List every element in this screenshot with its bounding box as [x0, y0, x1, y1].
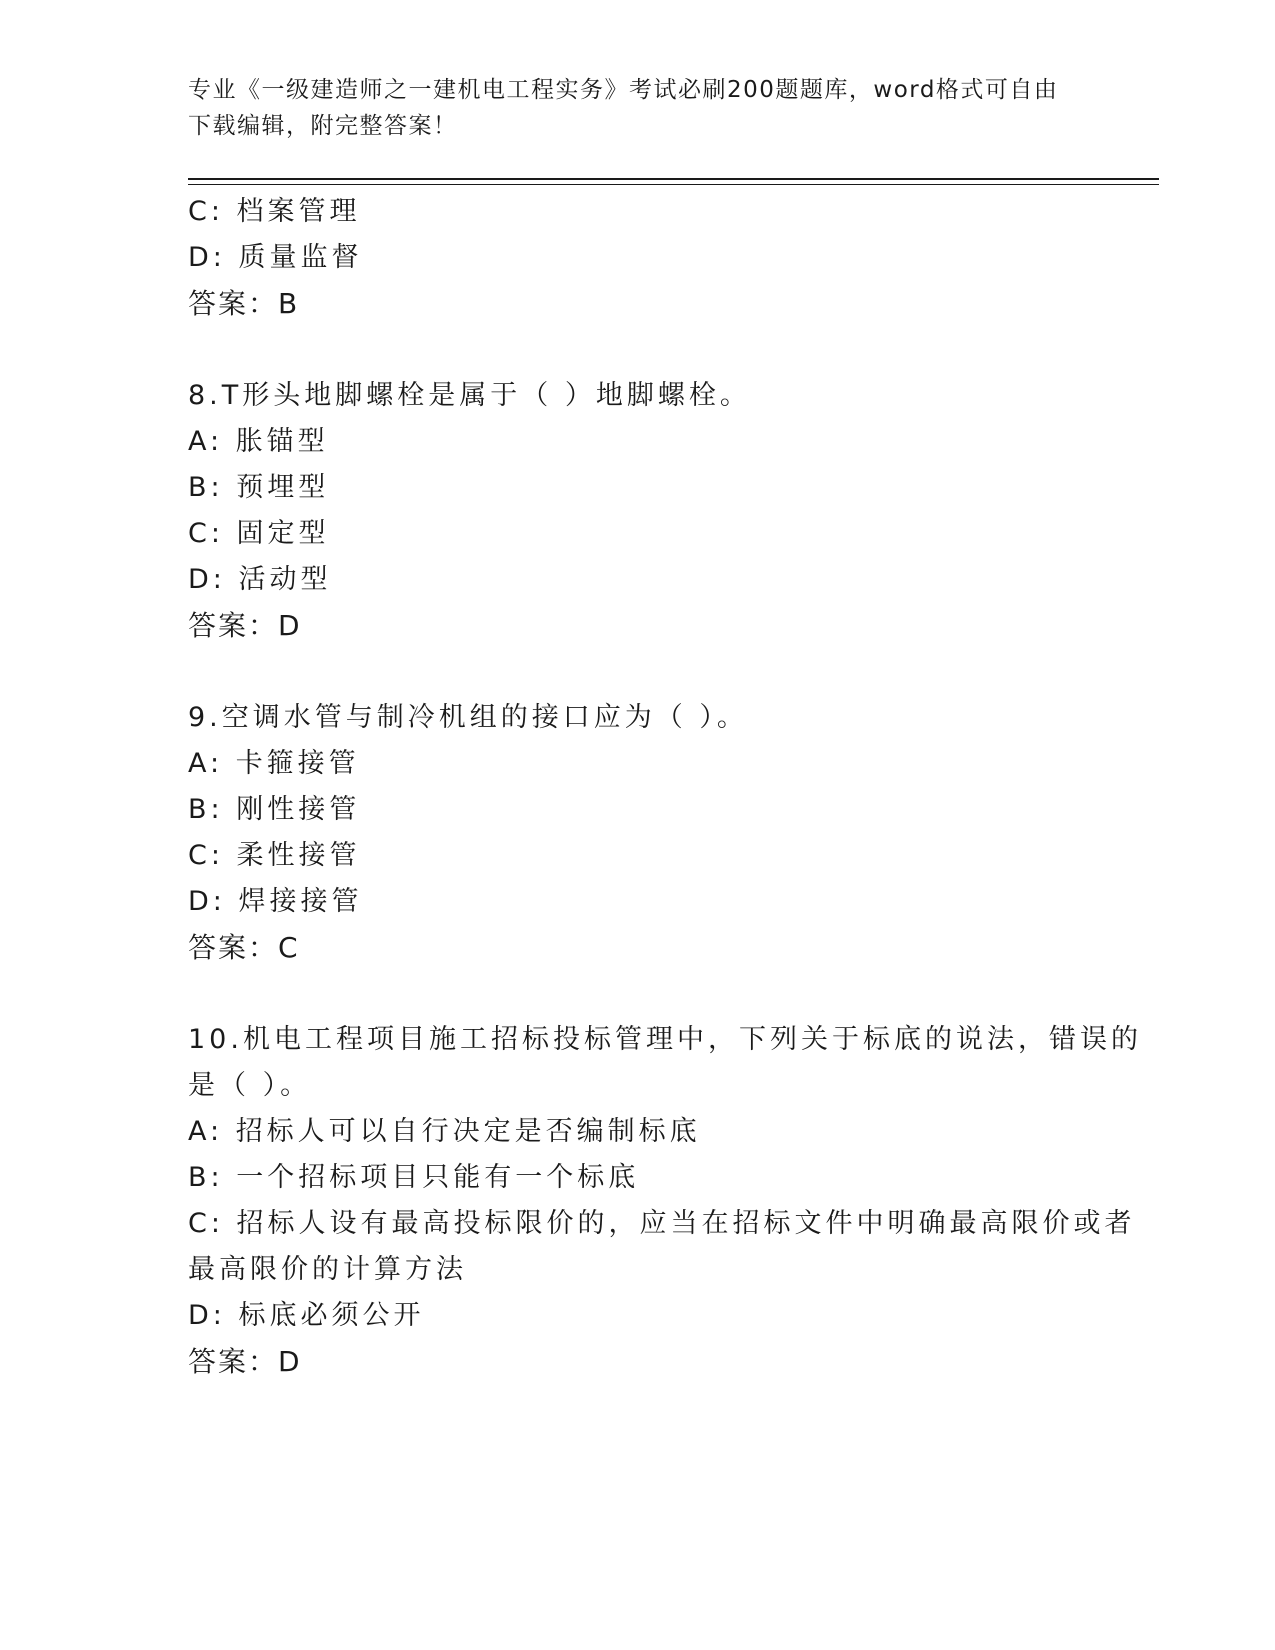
option-d [188, 879, 1088, 925]
option-text: 焊接接管 [238, 886, 363, 917]
question-stem: 9.空调水管与制冷机组的接口应为（ ）。 [188, 702, 748, 733]
answer-line: 答案：D [188, 609, 302, 642]
option-text: 招标人可以自行决定是否编制标底 [235, 1116, 701, 1147]
option-letter: A: [188, 748, 224, 779]
option-letter: B: [188, 794, 224, 825]
option-d [188, 557, 1088, 603]
option-letter: D: [188, 1300, 226, 1331]
option-letter: C: [188, 840, 224, 871]
option-letter: A: [188, 426, 224, 457]
option-c [188, 1201, 1136, 1247]
option-letter: D: [188, 564, 226, 595]
header-line-2: 下载编辑，附完整答案！ [188, 113, 458, 139]
option-letter: B: [188, 1162, 224, 1193]
option-text: 柔性接管 [236, 840, 361, 871]
option-text: 活动型 [238, 564, 332, 595]
prev-question-block [188, 189, 1088, 327]
option-a [188, 419, 1088, 465]
option-c [188, 833, 1088, 879]
option-text: 胀锚型 [235, 426, 329, 457]
option-text: 刚性接管 [236, 794, 361, 825]
header-divider-thick [188, 178, 1159, 180]
header-line-1: 专业《一级建造师之一建机电工程实务》考试必刷200题题库，word格式可自由 [188, 77, 1059, 103]
option-text: 招标人设有最高投标限价的，应当在招标文件中明确最高限价或者 [236, 1208, 1136, 1239]
option-a [188, 1109, 1088, 1155]
option-letter: C: [188, 196, 224, 227]
answer-line: 答案：C [188, 931, 300, 964]
option-text: 预埋型 [236, 472, 330, 503]
option-text: 卡箍接管 [235, 748, 360, 779]
page-header [188, 72, 1088, 144]
option-letter: D: [188, 242, 226, 273]
option-d [188, 235, 1088, 281]
header-divider-thin [188, 184, 1159, 185]
option-text: 质量监督 [238, 242, 363, 273]
question-9 [188, 695, 1088, 971]
question-8 [188, 373, 1088, 649]
option-letter: B: [188, 472, 224, 503]
option-b [188, 465, 1088, 511]
option-c [188, 511, 1088, 557]
answer-line: 答案：D [188, 1345, 302, 1378]
option-letter: A: [188, 1116, 224, 1147]
option-text: 标底必须公开 [238, 1300, 425, 1331]
option-c-continued: 最高限价的计算方法 [188, 1254, 467, 1285]
option-b [188, 787, 1088, 833]
question-stem-continued: 是（ ）。 [188, 1070, 312, 1101]
option-a [188, 741, 1088, 787]
option-c [188, 189, 1088, 235]
option-b [188, 1155, 1088, 1201]
document-body [188, 189, 1142, 1385]
option-letter: C: [188, 518, 224, 549]
option-letter: D: [188, 886, 226, 917]
option-text: 档案管理 [236, 196, 361, 227]
answer-line: 答案：B [188, 287, 300, 320]
question-stem: 10.机电工程项目施工招标投标管理中，下列关于标底的说法，错误的 [188, 1024, 1142, 1055]
question-stem: 8.T形头地脚螺栓是属于（ ）地脚螺栓。 [188, 380, 751, 411]
option-d [188, 1293, 1088, 1339]
option-text: 一个招标项目只能有一个标底 [236, 1162, 640, 1193]
option-text: 固定型 [236, 518, 330, 549]
question-10 [188, 1017, 1142, 1385]
option-letter: C: [188, 1208, 224, 1239]
